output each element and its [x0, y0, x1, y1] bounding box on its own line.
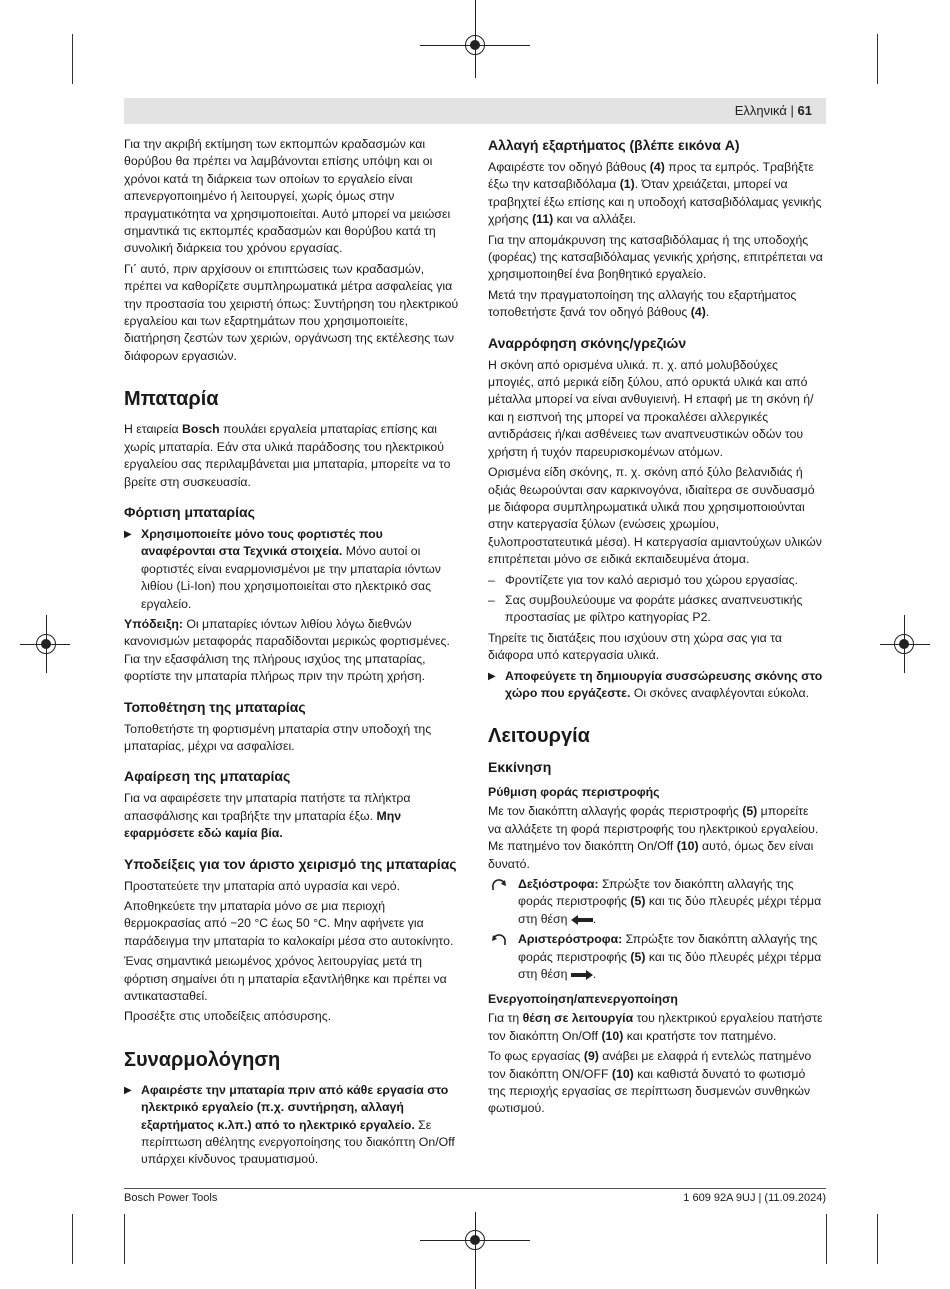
warning-bullet: ▶ Αφαιρέστε την μπαταρία πριν από κάθε εργασία στο ηλεκτρικό εργαλείο (π.χ. συντήρηση, αλλαγή εξαρτήματος κ.λπ.) από το ηλεκτρικό εργαλείο. Σε περίπτωση αθέλητης ενεργοποίησης του διακόπτη On/Off υπάρχει κίνδυνος τραυματισμού.: [124, 1082, 455, 1167]
paragraph: Μετά την πραγματοποίηση της αλλαγής του εξαρτήματος τοποθετήστε ξανά τον οδηγό βάθους (4).: [488, 287, 797, 320]
right-column: [488, 136, 823, 1121]
subsection-title-charging: Φόρτιση μπαταρίας: [124, 503, 255, 520]
dash-list-item: – Φροντίζετε για τον καλό αερισμό του χώρου εργασίας.: [488, 572, 798, 587]
paragraph: Για την απομάκρυνση της κατσαβιδόλαμας ή της υποδοχής (φορέας) της κατσαβιδόλαμας γενικής χρήσης, επιτρέπεται να χρησιμοποιηθεί ένα βοηθητικό εργαλείο.: [488, 232, 823, 282]
dash-list-item: – Σας συμβουλεύουμε να φοράτε μάσκες αναπνευστικής προστασίας με φίλτρο κατηγορίας P2.: [488, 592, 803, 625]
footer-brand: Bosch Power Tools: [124, 1192, 218, 1204]
section-title-battery: Μπαταρία: [124, 388, 219, 411]
warning-bullet: ▶ Χρησιμοποιείτε μόνο τους φορτιστές που αναφέρονται στα Τεχνικά στοιχεία. Μόνο αυτοί οι φορτιστές είναι εναρμονισμένοι με την μπαταρία ιόντων λιθίου (Li-Ion) που χρησιμοποιείται στο ηλεκτρικό σας εργαλείο.: [124, 526, 441, 611]
triangle-bullet-icon: ▶: [124, 528, 132, 540]
footer-doc-id: 1 609 92A 9UJ | (11.09.2024): [683, 1192, 826, 1204]
paragraph: Με τον διακόπτη αλλαγής φοράς περιστροφής (5) μπορείτε να αλλάξετε τη φορά περιστροφής του ηλεκτρικού εργαλείου. Με πατημένο τον διακόπτη On/Off (10) αυτό, όμως δεν είναι δυνατό.: [488, 804, 819, 871]
paragraph: Προστατεύετε την μπαταρία από υγρασία και νερό.: [124, 878, 401, 893]
paragraph: Για την ακριβή εκτίμηση των εκπομπών κραδασμών και θορύβου θα πρέπει να λαμβάνονται επίσης υπόψη και οι χρόνοι κατά τη διάρκεια των οποίων το εργαλείο είναι απενεργοποιημένο ή λειτουργεί, χωρίς όμως στην πραγματικότητα να χρησιμοποιείται. Αυτό μπορεί να μειώσει σημαντικά τις εκπομπές κραδασμών και θορύβου κατά τη συνολική διάρκεια του χρόνου εργασίας.: [124, 137, 451, 256]
counterclockwise-arrow-icon: [490, 932, 508, 946]
crop-mark: [72, 34, 73, 84]
paragraph: Τοποθετήστε τη φορτισμένη μπαταρία στην υποδοχή της μπαταρίας, μέχρι να ασφαλίσει.: [124, 721, 432, 753]
paragraph: Αποθηκεύετε την μπαταρία μόνο σε μια περιοχή θερμοκρασίας από −20 °C έως 50 °C. Μην αφήνετε για παράδειγμα την μπαταρία το καλοκαίρι μέσα στο αυτοκίνητο.: [124, 899, 454, 948]
crop-mark: [877, 34, 878, 84]
subsection-title-remove: Αφαίρεση της μπαταρίας: [124, 768, 291, 785]
section-title-operation: Λειτουργία: [488, 725, 590, 748]
note-label: Υπόδειξη:: [124, 616, 183, 631]
registration-mark-icon: [36, 634, 56, 654]
paragraph: Η εταιρεία Bosch πουλάει εργαλεία μπαταρίας επίσης και χωρίς μπαταρία. Εάν στα υλικά παράδοσης του ηλεκτρικού εργαλείου σας περιλαμβάνεται μια μπαταρία, μπορείτε να το βρείτε στη συσκευασία.: [124, 422, 451, 489]
paragraph: Ορισμένα είδη σκόνης, π. χ. σκόνη από ξύλο βελανιδιάς ή οξιάς θεωρούνται σαν καρκινογόνα, ιδιαίτερα σε συνδυασμό με διάφορα συμπληρωματικά υλικά που χρησιμοποιούνται στην κατεργασία ξύλων (ενώσεις χρωμίου, ξυλοπροστατευτικά μέσα). Η κατεργασία αμιαντούχων υλικών επιτρέπεται μόνο σε ειδικά εκπαιδευμένα άτομα.: [488, 465, 822, 567]
header-band: [124, 98, 826, 124]
subsection-title-start: Εκκίνηση: [488, 759, 552, 776]
subsubsection-title-onoff: Ενεργοποίηση/απενεργοποίηση: [488, 992, 678, 1007]
registration-mark-icon: [894, 634, 914, 654]
paragraph: Η σκόνη από ορισμένα υλικά. π. χ. από μολυβδούχες μπογιές, από μερικά είδη ξύλου, από ορυκτά υλικά και από μέταλλα μπορεί να είναι ανθυγιεινή. Η επαφή με τη σκόνη ή/και η εισπνοή της μπορεί να προκαλέσει αλλεργικές αντιδράσεις ή/και ασθένειες των αναπνευστικών οδών του χρήστη ή τυχόν παρευρισκομένων ατόμων.: [488, 357, 814, 459]
arrow-left-icon: [571, 915, 593, 925]
registration-mark-icon: [465, 1230, 485, 1250]
triangle-bullet-icon: ▶: [488, 670, 496, 682]
subsection-title-insert: Τοποθέτηση της μπαταρίας: [124, 698, 306, 715]
registration-mark-icon: [465, 35, 485, 55]
page-number: 61: [797, 103, 812, 118]
note-paragraph: Υπόδειξη: Οι μπαταρίες ιόντων λιθίου λόγω διεθνών κανονισμών μεταφοράς παραδίδονται μερικώς φορτισμένες. Για την εξασφάλιση της πλήρους ισχύος της μπαταρίας, φορτίστε την μπαταρία πλήρως πριν την πρώτη χρήση.: [124, 616, 450, 684]
paragraph: Το φως εργασίας (9) ανάβει με ελαφρά ή εντελώς πατημένο τον διακόπτη ON/OFF (10) και καθιστά δυνατό το φωτισμό της περιοχής εργασίας σε περίπτωση δυσμενών συνθηκών φωτισμού.: [488, 1049, 812, 1116]
paragraph: Προσέξτε στις υποδείξεις απόσυρσης.: [124, 1009, 332, 1024]
subsection-title-change-tool: Αλλαγή εξαρτήματος (βλέπε εικόνα A): [488, 137, 740, 153]
header-separator: |: [790, 103, 794, 118]
warning-bullet: ▶ Αποφεύγετε τη δημιουργία συσσώρευσης σκόνης στο χώρο που εργάζεστε. Οι σκόνες αναφλέγονται εύκολα.: [488, 668, 823, 700]
subsubsection-title-rotation: Ρύθμιση φοράς περιστροφής: [488, 785, 660, 800]
registration-line: [475, 1212, 476, 1289]
paragraph: Τηρείτε τις διατάξεις που ισχύουν στη χώρα σας για τα διάφορα υπό κατεργασία υλικά.: [488, 630, 782, 663]
paragraph: Ένας σημαντικά μειωμένος χρόνος λειτουργίας μετά τη φόρτιση σημαίνει ότι η μπαταρία εξαντλήθηκε και πρέπει να αντικατασταθεί.: [124, 954, 447, 1004]
language-label: Ελληνικά: [734, 103, 787, 118]
crop-mark: [124, 1214, 125, 1264]
paragraph: Γι΄ αυτό, πριν αρχίσουν οι επιπτώσεις των κραδασμών, πρέπει να καθορίζετε συμπληρωματικά μέτρα ασφαλείας για την προστασία του χειριστή όπως: Συντήρηση του ηλεκτρικού εργαλείου και των εξαρτημάτων που χρησιμοποιείτε, διατήρηση ζεστών των χεριών, οργάνωση της εκτέλεσης των διάφορων εργασιών.: [124, 261, 459, 363]
triangle-bullet-icon: ▶: [124, 1084, 132, 1096]
subsection-title-dust: Αναρρόφηση σκόνης/γρεζιών: [488, 334, 687, 351]
rotation-left-item: Αριστερόστροφα: Σπρώξτε τον διακόπτη αλλαγής της φοράς περιστροφής (5) και τις δύο πλευρές μέχρι τέρμα στη θέση .: [488, 931, 823, 983]
crop-mark: [877, 1214, 878, 1264]
footer-rule: [124, 1188, 826, 1189]
arrow-right-icon: [571, 970, 593, 980]
paragraph: Αφαιρέστε τον οδηγό βάθους (4) προς τα εμπρός. Τραβήξτε έξω την κατσαβιδόλαμα (1). Όταν χρειάζεται, μπορεί να τραβηχτεί έξω επίσης και η υποδοχή κατσαβιδόλαμας γενικής χρήσης (11) και να αλλάξει.: [488, 160, 822, 227]
page-header: [735, 103, 812, 118]
crop-mark: [72, 1214, 73, 1264]
subsection-title-tips: Υποδείξεις για τον άριστο χειρισμό της μπαταρίας: [124, 855, 457, 872]
section-title-assembly: Συναρμολόγηση: [124, 1048, 281, 1071]
paragraph: Για να αφαιρέσετε την μπαταρία πατήστε τα πλήκτρα απασφάλισης και τραβήξτε την μπαταρία έξω. Μην εφαρμόσετε εδώ καμία βία.: [124, 791, 411, 841]
left-column: [124, 136, 459, 1172]
crop-mark: [826, 1214, 827, 1264]
clockwise-arrow-icon: [490, 877, 508, 891]
rotation-right-item: Δεξιόστροφα: Σπρώξτε τον διακόπτη αλλαγής της φοράς περιστροφής (5) και τις δύο πλευρές μέχρι τέρμα στη θέση .: [488, 876, 823, 928]
paragraph: Για τη θέση σε λειτουργία του ηλεκτρικού εργαλείου πατήστε τον διακόπτη On/Off (10) και κρατήστε τον πατημένο.: [488, 1011, 823, 1043]
brand-name: Bosch: [182, 422, 220, 437]
